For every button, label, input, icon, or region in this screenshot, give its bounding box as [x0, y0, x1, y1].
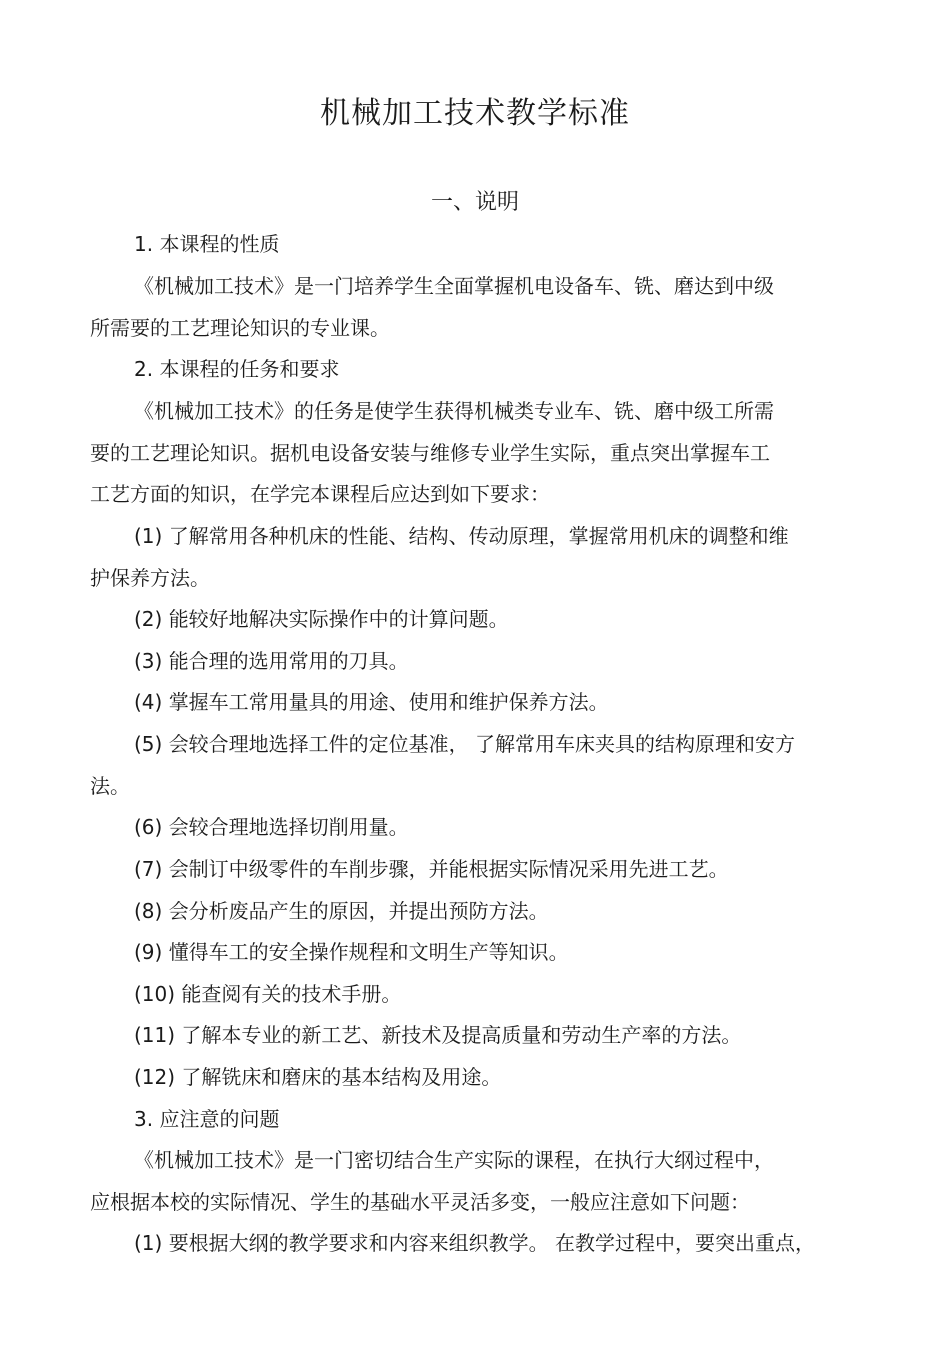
requirement-item: (7) 会制订中级零件的车削步骤，并能根据实际情况采用先进工艺。 [134, 857, 729, 881]
requirement-item: (1) 了解常用各种机床的性能、结构、传动原理，掌握常用机床的调整和维 [134, 524, 789, 548]
notes-item: (1) 要根据大纲的教学要求和内容来组织教学。 在教学过程中，要突出重点， [134, 1231, 816, 1255]
requirement-item: (5) 会较合理地选择工件的定位基准， 了解常用车床夹具的结构原理和安方 [134, 732, 796, 756]
subheading-notes: 3. 应注意的问题 [134, 1107, 280, 1131]
requirement-item: (12) 了解铣床和磨床的基本结构及用途。 [134, 1065, 502, 1089]
paragraph-line: 《机械加工技术》的任务是使学生获得机械类专业车、铣、磨中级工所需 [134, 399, 774, 423]
section-heading: 一、说明 [430, 190, 519, 215]
paragraph-line: 应根据本校的实际情况、学生的基础水平灵活多变，一般应注意如下问题： [90, 1190, 750, 1214]
requirement-item: (4) 掌握车工常用量具的用途、使用和维护保养方法。 [134, 690, 609, 714]
requirement-item: (8) 会分析废品产生的原因，并提出预防方法。 [134, 899, 549, 923]
document-title: 机械加工技术教学标准 [320, 96, 630, 131]
paragraph-line: 要的工艺理论知识。据机电设备安装与维修专业学生实际，重点突出掌握车工 [90, 441, 770, 465]
requirement-item: (6) 会较合理地选择切削用量。 [134, 815, 409, 839]
requirement-item-continuation: 护保养方法。 [90, 566, 210, 590]
requirement-item: (3) 能合理的选用常用的刀具。 [134, 649, 409, 673]
requirement-item: (11) 了解本专业的新工艺、新技术及提高质量和劳动生产率的方法。 [134, 1023, 742, 1047]
subheading-course-nature: 1. 本课程的性质 [134, 232, 280, 256]
requirement-item: (2) 能较好地解决实际操作中的计算问题。 [134, 607, 509, 631]
requirement-item-continuation: 法。 [90, 774, 130, 798]
requirement-item: (9) 懂得车工的安全操作规程和文明生产等知识。 [134, 940, 569, 964]
paragraph-line: 工艺方面的知识，在学完本课程后应达到如下要求： [90, 482, 550, 506]
paragraph-line: 所需要的工艺理论知识的专业课。 [90, 316, 390, 340]
paragraph-line: 《机械加工技术》是一门密切结合生产实际的课程，在执行大纲过程中， [134, 1148, 774, 1172]
paragraph-line: 《机械加工技术》是一门培养学生全面掌握机电设备车、铣、磨达到中级 [134, 274, 774, 298]
subheading-course-tasks: 2. 本课程的任务和要求 [134, 357, 340, 381]
requirement-item: (10) 能查阅有关的技术手册。 [134, 982, 402, 1006]
